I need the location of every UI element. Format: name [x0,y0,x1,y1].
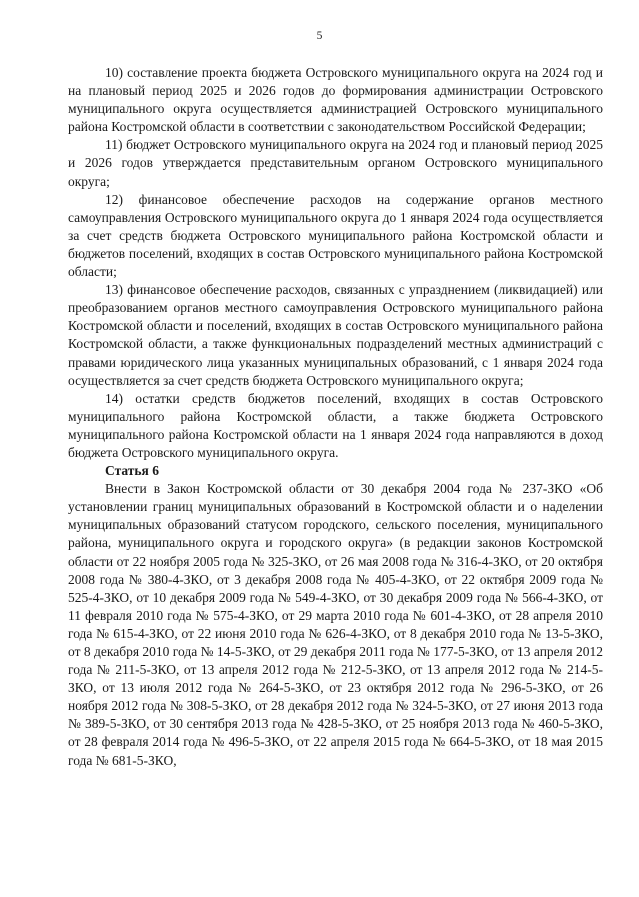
article-title: Статья 6 [105,463,159,479]
paragraph-item-11: 11) бюджет Островского муниципального округа на 2024 год и плановый период 2025 и 2026 годов утверждается представительным органом Островского муниципального округа; [68,137,603,189]
paragraph-item-12: 12) финансовое обеспечение расходов на содержание органов местного самоуправления Островского муниципального округа до 1 января 2024 года осуществляется за счет средств бюджета Островского муниципального района Костромской области и бюджетов поселений, входящих в состав Островского муниципального района Костромской области; [68,191,603,280]
document-body [68,64,603,770]
article-text: Внести в Закон Костромской области от 30 декабря 2004 года № 237-ЗКО «Об установлении границ муниципальных образований в Костромской области и о наделении муниципальных образований статусом городского, сельского поселения, муниципального района, муниципального округа и городского округа» (в редакции законов Костромской области от 22 ноября 2005 года № 325-ЗКО, от 26 мая 2008 года № 316-4-ЗКО, от 20 октября 2008 года № 380-4-ЗКО, от 3 декабря 2008 года № 405-4-ЗКО, от 22 октября 2009 года № 525-4-ЗКО, от 10 декабря 2009 года № 549-4-ЗКО, от 30 декабря 2009 года № 566-4-ЗКО, от 11 февраля 2010 года № 575-4-ЗКО, от 29 марта 2010 года № 601-4-ЗКО, от 28 апреля 2010 года № 615-4-ЗКО, от 22 июня 2010 года № 626-4-ЗКО, от 8 декабря 2010 года № 13-5-ЗКО, от 8 декабря 2010 года № 14-5-ЗКО, от 29 декабря 2011 года № 177-5-ЗКО, от 13 апреля 2012 года № 211-5-ЗКО, от 13 апреля 2012 года № 212-5-ЗКО, от 13 апреля 2012 года № 214-5-ЗКО, от 13 июля 2012 года № 264-5-ЗКО, от 23 октября 2012 года № 296-5-ЗКО, от 26 ноября 2012 года № 308-5-ЗКО, от 28 декабря 2012 года № 324-5-ЗКО, от 27 июня 2013 года № 389-5-ЗКО, от 30 сентября 2013 года № 428-5-ЗКО, от 25 ноября 2013 года № 460-5-ЗКО, от 28 февраля 2014 года № 496-5-ЗКО, от 22 апреля 2015 года № 664-5-ЗКО, от 18 мая 2015 года № 681-5-ЗКО, [68,481,603,768]
paragraph-item-14: 14) остатки средств бюджетов поселений, входящих в состав Островского муниципального района Костромской области, а также бюджета Островского муниципального района Костромской области на 1 января 2024 года направляются в доход бюджета Островского муниципального округа. [68,390,603,460]
paragraph-item-13: 13) финансовое обеспечение расходов, связанных с упразднением (ликвидацией) или преобразованием органов местного самоуправления Островского муниципального района Костромской области и поселений, входящих в состав Островского муниципального района Костромской области, а также функциональных подразделений местных администраций с правами юридического лица указанных муниципальных образований, с 1 января 2024 года осуществляется за счет средств бюджета Островского муниципального округа; [68,282,603,388]
page-number: 5 [316,30,323,42]
paragraph-item-10: 10) составление проекта бюджета Островского муниципального округа на 2024 год и на плановый период 2025 и 2026 годов до формирования администрации Островского муниципального округа осуществляется администрацией Островского муниципального района Костромской области в соответствии с законодательством Российской Федерации; [68,65,603,135]
